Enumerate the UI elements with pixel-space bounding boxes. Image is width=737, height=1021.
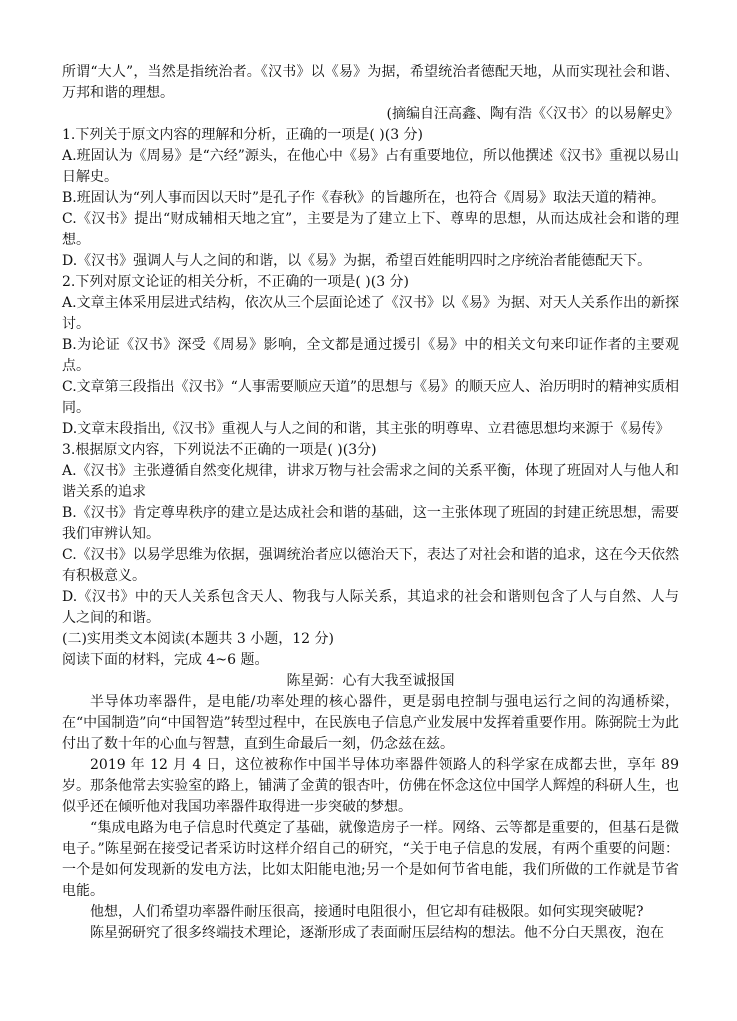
article-paragraph: 他想，人们希望功率器件耐压很高，接通时电阻很小，但它却有硅极限。如何实现突破呢?: [90, 904, 644, 920]
option-1d: D.《汉书》强调人与人之间的和谐，以《易》为据，希望百姓能明四时之序统治者能德配天下。: [62, 253, 652, 269]
option-3a: A.《汉书》主张遵循自然变化规律，讲求万物与社会需求之间的关系平衡，体现了班固对人与他人和谐关系的追求: [62, 463, 679, 500]
question-3: 3.根据原文内容，下列说法不正确的一项是( )(3分): [62, 442, 377, 458]
question-2: 2.下列对原文论证的相关分析，不正确的一项是( )(3 分): [62, 274, 410, 290]
option-2b: B.为论证《汉书》深受《周易》影响，全文都是通过援引《易》中的相关文句来印证作者的主要观点。: [62, 337, 679, 374]
article-paragraph: “集成电路为电子信息时代奠定了基础，就像造房子一样。网络、云等都是重要的，但基石是微电子。”陈星弼在接受记者采访时这样介绍自己的研究，“关于电子信息的发展，有两个重要的问题：一个是如何发现新的发电方法，比如太阳能电池;另一个是如何节省电能，我们所做的工作就是节省电能。: [62, 820, 679, 899]
source-citation: (摘编自汪高鑫、陶有浩《〈汉书〉的以易解史》: [386, 106, 679, 122]
option-3b: B.《汉书》肯定尊卑秩序的建立是达成社会和谐的基础，这一主张体现了班固的封建正统思想，需要我们审辨认知。: [62, 505, 679, 542]
option-1c: C.《汉书》提出“财成辅相天地之宜”，主要是为了建立上下、尊卑的思想，从而达成社会和谐的理想。: [62, 211, 679, 248]
option-2d: D.文章末段指出,《汉书》重视人与人之间的和谐，其主张的明尊卑、立君德思想均来源于《易传》: [62, 421, 670, 437]
option-2c: C.文章第三段指出《汉书》“人事需要顺应天道”的思想与《易》的顺天应人、治历明时的精神实质相同。: [62, 379, 679, 416]
question-1: 1.下列关于原文内容的理解和分析，正确的一项是( )(3 分): [62, 127, 424, 143]
option-3c: C.《汉书》以易学思维为依据，强调统治者应以德治天下，表达了对社会和谐的追求，这在今天依然有积极意义。: [62, 547, 679, 584]
option-1b: B.班固认为“列人事而因以天时”是孔子作《春秋》的旨趣所在，也符合《周易》取法天道的精神。: [62, 190, 666, 206]
article-paragraph: 2019 年 12 月 4 日，这位被称作中国半导体功率器件领路人的科学家在成都去世，享年 89 岁。那条他常去实验室的路上，铺满了金黄的银杏叶，仿佛在怀念这位中国学人辉煌的科研人生，也似乎还在倾听他对我国功率器件取得进一步突破的梦想。: [62, 757, 679, 815]
option-3d: D.《汉书》中的天人关系包含天人、物我与人际关系，其追求的社会和谐则包含了人与自然、人与人之间的和谐。: [62, 589, 679, 626]
paragraph: 所谓“大人”，当然是指统治者。《汉书》以《易》为据，希望统治者德配天地，从而实现社会和谐、万邦和谐的理想。: [62, 64, 679, 101]
article-paragraph: 陈星弼研究了很多终端技术理论，逐渐形成了表面耐压层结构的想法。他不分白天黑夜，泡在: [90, 925, 664, 941]
instructions: 阅读下面的材料，完成 4~6 题。: [62, 652, 269, 668]
option-1a: A.班固认为《周易》是“六经”源头，在他心中《易》占有重要地位，所以他撰述《汉书》重视以易山日解史。: [62, 148, 679, 185]
article-title: 陈星弼：心有大我至诚报国: [286, 673, 455, 689]
section-heading: (二)实用类文本阅读(本题共 3 小题，12 分): [62, 631, 334, 647]
article-paragraph: 半导体功率器件，是电能/功率处理的核心器件，更是弱电控制与强电运行之间的沟通桥梁，在“中国制造”向“中国智造”转型过程中，在民族电子信息产业发展中发挥着重要作用。陈弼院士为此付出了数十年的心血与智慧，直到生命最后一刻，仍念兹在兹。: [62, 694, 679, 752]
option-2a: A.文章主体采用层进式结构，依次从三个层面论述了《汉书》以《易》为据、对天人关系作出的新探讨。: [62, 295, 679, 332]
